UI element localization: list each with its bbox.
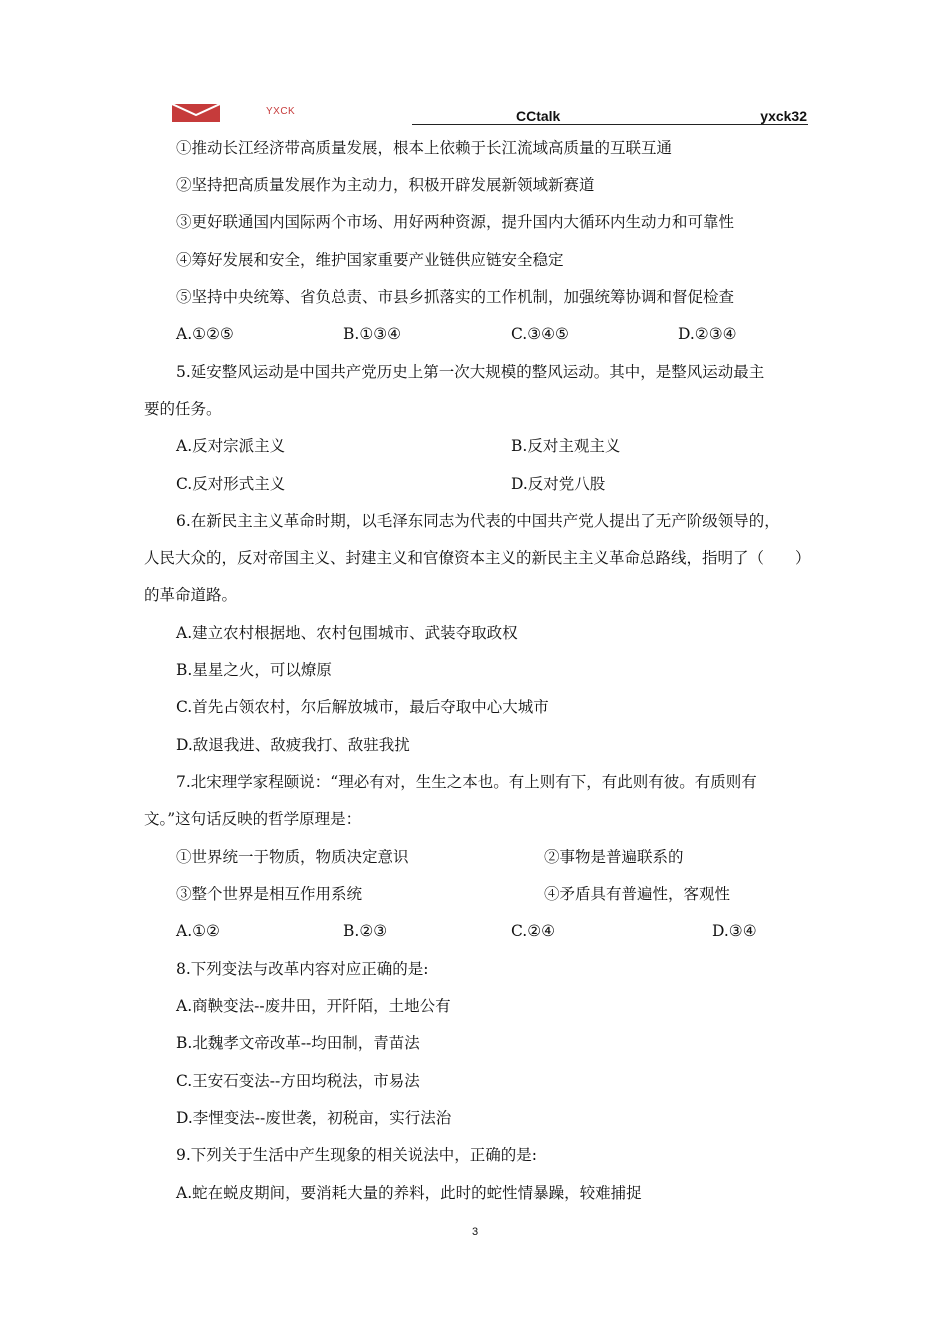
q5-stem-line: 要的任务。 (144, 400, 222, 418)
q7-option-d: D.③④ (712, 922, 757, 940)
envelope-logo-icon (172, 104, 220, 122)
header-logo-text: YXCK (266, 106, 296, 117)
header-center-text: CCtalk (516, 108, 561, 124)
q4-statement: ⑤坚持中央统筹、省负总责、市县乡抓落实的工作机制，加强统筹协调和督促检查 (176, 288, 735, 306)
page-number: 3 (471, 1226, 479, 1238)
q8-option-b: B.北魏孝文帝改革--均田制，青苗法 (176, 1034, 420, 1052)
q5-stem-line: 5.延安整风运动是中国共产党历史上第一次大规模的整风运动。其中，是整风运动最主 (176, 363, 765, 381)
q4-option-b: B.①③④ (343, 325, 402, 343)
q6-stem-line: 的革命道路。 (144, 586, 238, 604)
q5-option-b: B.反对主观主义 (511, 437, 621, 455)
q8-option-c: C.王安石变法--方田均税法，市易法 (176, 1072, 420, 1090)
q4-option-a: A.①②⑤ (176, 325, 234, 343)
q7-statement: ②事物是普遍联系的 (544, 848, 684, 866)
q4-statement: ③更好联通国内国际两个市场、用好两种资源，提升国内大循环内生动力和可靠性 (176, 213, 735, 231)
q4-statement: ②坚持把高质量发展作为主动力，积极开辟发展新领域新赛道 (176, 176, 595, 194)
q7-option-a: A.①② (176, 922, 220, 940)
q6-option-b: B.星星之火，可以燎原 (176, 661, 332, 679)
q7-stem-line: 文。”这句话反映的哲学原理是： (144, 810, 362, 828)
q6-option-c: C.首先占领农村，尔后解放城市，最后夺取中心大城市 (176, 698, 549, 716)
q8-stem: 8.下列变法与改革内容对应正确的是: (176, 960, 429, 978)
q4-statement: ④筹好发展和安全，维护国家重要产业链供应链安全稳定 (176, 251, 564, 269)
q6-option-d: D.敌退我进、敌疲我打、敌驻我扰 (176, 736, 410, 754)
q8-option-d: D.李悝变法--废世袭，初税亩，实行法治 (176, 1109, 452, 1127)
q5-option-d: D.反对党八股 (511, 475, 606, 493)
q7-statement: ④矛盾具有普遍性，客观性 (544, 885, 731, 903)
q4-option-c: C.③④⑤ (511, 325, 569, 343)
q4-statement: ①推动长江经济带高质量发展，根本上依赖于长江流域高质量的互联互通 (176, 139, 673, 157)
q4-option-d: D.②③④ (678, 325, 737, 343)
q6-option-a: A.建立农村根据地、农村包围城市、武装夺取政权 (176, 624, 518, 642)
q7-option-c: C.②④ (511, 922, 556, 940)
q9-stem: 9.下列关于生活中产生现象的相关说法中，正确的是: (176, 1146, 538, 1164)
q7-stem-line: 7.北宋理学家程颐说：“理必有对，生生之本也。有上则有下，有此则有彼。有质则有 (176, 773, 757, 791)
q6-stem-line: 6.在新民主主义革命时期，以毛泽东同志为代表的中国共产党人提出了无产阶级领导的， (176, 512, 780, 530)
q6-stem-line: 人民大众的，反对帝国主义、封建主义和官僚资本主义的新民主主义革命总路线，指明了（ ） (144, 549, 811, 567)
q7-option-b: B.②③ (343, 922, 388, 940)
q7-statement: ③整个世界是相互作用系统 (176, 885, 363, 903)
q5-option-c: C.反对形式主义 (176, 475, 286, 493)
q7-statement: ①世界统一于物质，物质决定意识 (176, 848, 409, 866)
header-rule (412, 124, 808, 125)
q8-option-a: A.商鞅变法--废井田，开阡陌，土地公有 (176, 997, 451, 1015)
q5-option-a: A.反对宗派主义 (176, 437, 286, 455)
q9-option-a: A.蛇在蜕皮期间，要消耗大量的养料，此时的蛇性情暴躁，较难捕捉 (176, 1184, 642, 1202)
header-right-text: yxck32 (760, 108, 807, 124)
